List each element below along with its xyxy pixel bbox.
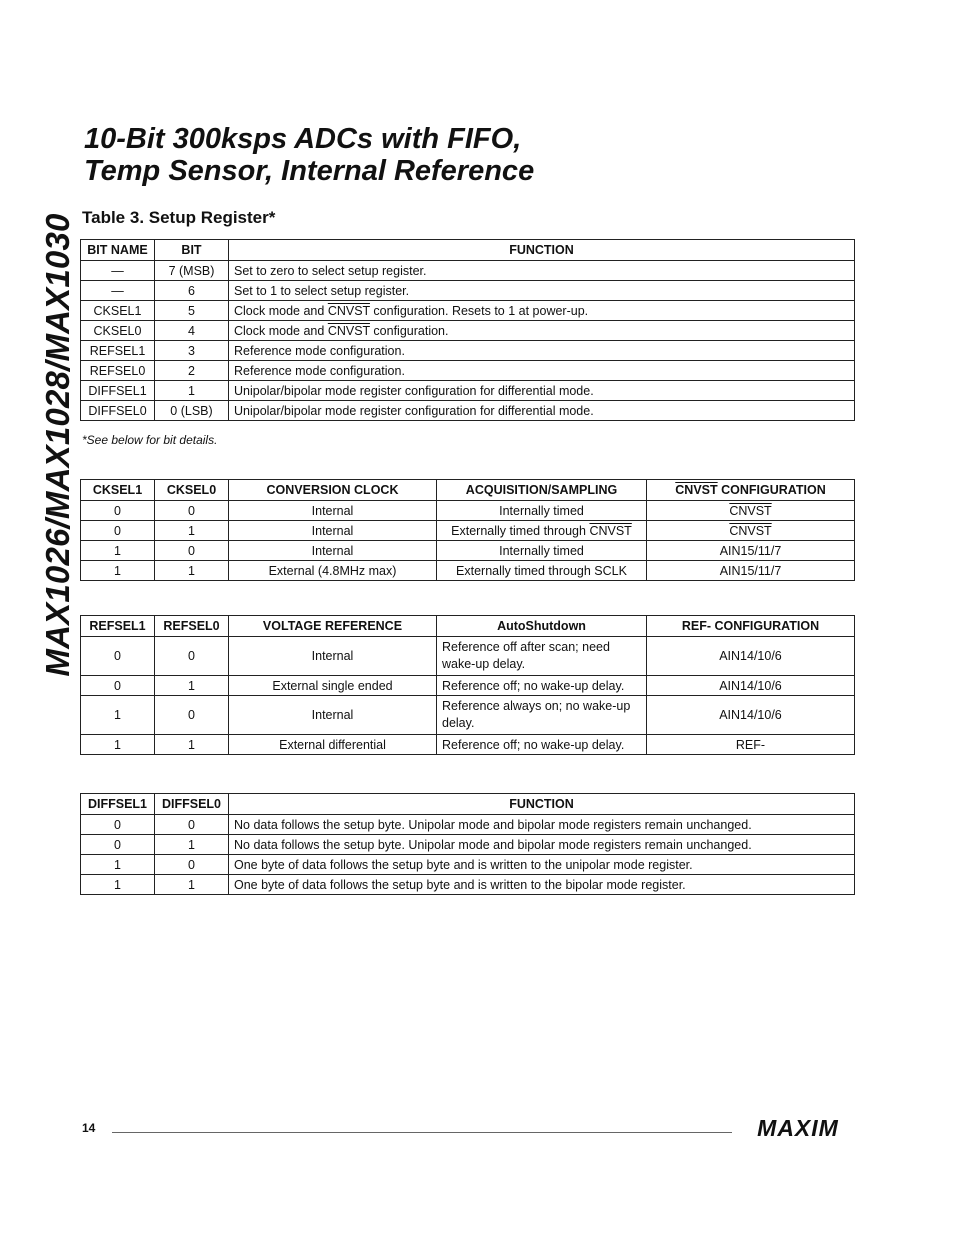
function-cell — [229, 381, 855, 401]
bit-cell: 7 (MSB) — [155, 261, 229, 281]
table-header-row — [81, 240, 855, 261]
diffsel1-cell: 1 — [81, 875, 155, 895]
bit-cell: 3 — [155, 341, 229, 361]
clock-mode-table — [80, 479, 855, 581]
cksel1-cell: 0 — [81, 521, 155, 541]
diffsel1-cell: 1 — [81, 855, 155, 875]
column-header: REF- CONFIGURATION — [647, 616, 855, 637]
refsel0-cell: 0 — [155, 696, 229, 735]
function-cell — [229, 261, 855, 281]
autoshutdown-cell: Reference off; no wake-up delay. — [437, 676, 647, 696]
function-text: configuration. — [369, 323, 449, 338]
cksel0-cell: 0 — [155, 501, 229, 521]
bit-cell: 0 (LSB) — [155, 401, 229, 421]
cksel1-cell: 1 — [81, 541, 155, 561]
bit-name-cell: REFSEL0 — [81, 361, 155, 381]
refsel0-cell: 1 — [155, 676, 229, 696]
document-title-line-2: Temp Sensor, Internal Reference — [84, 155, 535, 187]
bit-name-cell: DIFFSEL1 — [81, 381, 155, 401]
autoshutdown-cell: Reference off; no wake-up delay. — [437, 735, 647, 755]
diffsel0-cell: 1 — [155, 875, 229, 895]
column-header: FUNCTION — [229, 794, 855, 815]
column-header — [647, 480, 855, 501]
table-row — [81, 835, 855, 855]
cnvst-configuration-cell — [647, 501, 855, 521]
table-row — [81, 676, 855, 696]
autoshutdown-cell: Reference off after scan; need wake-up delay. — [437, 637, 647, 676]
voltage-reference-cell: Internal — [229, 696, 437, 735]
column-header: AutoShutdown — [437, 616, 647, 637]
function-text: Set to 1 to select setup register. — [234, 283, 410, 298]
bit-name-cell: REFSEL1 — [81, 341, 155, 361]
cnvst-configuration-cell — [647, 521, 855, 541]
function-cell: No data follows the setup byte. Unipolar mode and bipolar mode registers remain unchanged. — [229, 835, 855, 855]
bit-name-cell: — — [81, 281, 155, 301]
document-title — [84, 123, 534, 187]
cnvst-overline-label: CNVST — [675, 483, 718, 497]
refsel1-cell: 1 — [81, 696, 155, 735]
function-cell — [229, 341, 855, 361]
function-text: Unipolar/bipolar mode register configuration for differential mode. — [234, 403, 594, 418]
column-header: BIT — [155, 240, 229, 261]
table-row — [81, 815, 855, 835]
column-header: BIT NAME — [81, 240, 155, 261]
diffsel0-cell: 0 — [155, 815, 229, 835]
cksel0-cell: 1 — [155, 561, 229, 581]
cnvst-overline-label: CNVST — [589, 523, 632, 538]
table-row — [81, 637, 855, 676]
acquisition-cell — [437, 521, 647, 541]
refsel1-cell: 1 — [81, 735, 155, 755]
bit-cell: 5 — [155, 301, 229, 321]
bit-name-cell: DIFFSEL0 — [81, 401, 155, 421]
table-row — [81, 521, 855, 541]
refsel1-cell: 0 — [81, 637, 155, 676]
column-header: REFSEL1 — [81, 616, 155, 637]
function-cell: One byte of data follows the setup byte and is written to the unipolar mode register. — [229, 855, 855, 875]
table-header-row — [81, 480, 855, 501]
ref-configuration-cell: AIN14/10/6 — [647, 637, 855, 676]
table-row — [81, 696, 855, 735]
bit-cell: 6 — [155, 281, 229, 301]
bit-name-cell: CKSEL1 — [81, 301, 155, 321]
column-header: REFSEL0 — [155, 616, 229, 637]
cnvst-overline-label: CNVST — [327, 323, 370, 338]
column-header: FUNCTION — [229, 240, 855, 261]
function-text: Clock mode and — [234, 303, 328, 318]
bit-cell: 1 — [155, 381, 229, 401]
ref-configuration-cell: REF- — [647, 735, 855, 755]
acquisition-text: Internally timed — [499, 543, 584, 558]
column-header: DIFFSEL1 — [81, 794, 155, 815]
footer-rule — [112, 1132, 732, 1133]
document-title-line-1: 10-Bit 300ksps ADCs with FIFO, — [84, 123, 522, 155]
column-header: DIFFSEL0 — [155, 794, 229, 815]
cksel1-cell: 0 — [81, 501, 155, 521]
function-cell — [229, 321, 855, 341]
acquisition-cell — [437, 541, 647, 561]
table-row — [81, 381, 855, 401]
acquisition-text: Internally timed — [499, 503, 584, 518]
table-row — [81, 281, 855, 301]
table-row — [81, 261, 855, 281]
table-row — [81, 875, 855, 895]
conversion-clock-cell: Internal — [229, 541, 437, 561]
diffsel1-cell: 0 — [81, 815, 155, 835]
refsel1-cell: 0 — [81, 676, 155, 696]
configuration-text: AIN15/11/7 — [719, 563, 782, 578]
table-footnote: *See below for bit details. — [82, 433, 218, 447]
column-header: ACQUISITION/SAMPLING — [437, 480, 647, 501]
diffsel0-cell: 0 — [155, 855, 229, 875]
voltage-reference-cell: External differential — [229, 735, 437, 755]
table-row — [81, 501, 855, 521]
autoshutdown-cell: Reference always on; no wake-up delay. — [437, 696, 647, 735]
differential-mode-table — [80, 793, 855, 895]
table-header-row — [81, 794, 855, 815]
diffsel0-cell: 1 — [155, 835, 229, 855]
table-caption: Table 3. Setup Register* — [82, 208, 276, 227]
column-header: CONVERSION CLOCK — [229, 480, 437, 501]
function-cell: One byte of data follows the setup byte and is written to the bipolar mode register. — [229, 875, 855, 895]
cksel0-cell: 0 — [155, 541, 229, 561]
configuration-text: AIN15/11/7 — [719, 543, 782, 558]
table-row — [81, 361, 855, 381]
function-cell — [229, 301, 855, 321]
refsel0-cell: 0 — [155, 637, 229, 676]
acquisition-cell — [437, 501, 647, 521]
cnvst-overline-label: CNVST — [729, 503, 772, 518]
ref-configuration-cell: AIN14/10/6 — [647, 676, 855, 696]
setup-register-table — [80, 239, 855, 421]
table-row — [81, 341, 855, 361]
table-row — [81, 541, 855, 561]
cksel1-cell: 1 — [81, 561, 155, 581]
function-text: Clock mode and — [234, 323, 328, 338]
column-header-suffix: CONFIGURATION — [717, 483, 826, 497]
conversion-clock-cell: Internal — [229, 521, 437, 541]
reference-mode-table — [80, 615, 855, 755]
cnvst-configuration-cell — [647, 561, 855, 581]
refsel0-cell: 1 — [155, 735, 229, 755]
function-text: Reference mode configuration. — [234, 363, 405, 378]
column-header: CKSEL1 — [81, 480, 155, 501]
function-cell — [229, 401, 855, 421]
cnvst-overline-label: CNVST — [327, 303, 370, 318]
cksel0-cell: 1 — [155, 521, 229, 541]
acquisition-cell — [437, 561, 647, 581]
column-header: CKSEL0 — [155, 480, 229, 501]
table-row — [81, 855, 855, 875]
function-text: Reference mode configuration. — [234, 343, 405, 358]
function-text: configuration. Resets to 1 at power-up. — [369, 303, 589, 318]
function-text: Unipolar/bipolar mode register configuration for differential mode. — [234, 383, 594, 398]
bit-name-cell: CKSEL0 — [81, 321, 155, 341]
acquisition-text: Externally timed through SCLK — [456, 563, 627, 578]
conversion-clock-cell: Internal — [229, 501, 437, 521]
voltage-reference-cell: Internal — [229, 637, 437, 676]
table-row — [81, 301, 855, 321]
table-row — [81, 561, 855, 581]
acquisition-text: Externally timed through — [451, 523, 590, 538]
bit-cell: 2 — [155, 361, 229, 381]
page-number: 14 — [82, 1121, 96, 1135]
table-header-row — [81, 616, 855, 637]
ref-configuration-cell: AIN14/10/6 — [647, 696, 855, 735]
function-cell — [229, 281, 855, 301]
function-text: Set to zero to select setup register. — [234, 263, 427, 278]
diffsel1-cell: 0 — [81, 835, 155, 855]
maxim-logo-text: MAXIM — [757, 1115, 839, 1141]
table-row — [81, 321, 855, 341]
column-header: VOLTAGE REFERENCE — [229, 616, 437, 637]
cnvst-overline-label: CNVST — [729, 523, 772, 538]
cnvst-configuration-cell — [647, 541, 855, 561]
table-row — [81, 401, 855, 421]
function-cell: No data follows the setup byte. Unipolar mode and bipolar mode registers remain unchanged. — [229, 815, 855, 835]
table-row — [81, 735, 855, 755]
conversion-clock-cell: External (4.8MHz max) — [229, 561, 437, 581]
bit-cell: 4 — [155, 321, 229, 341]
side-part-number-title: MAX1026/MAX1028/MAX1030 — [39, 213, 76, 677]
maxim-logo — [742, 1113, 854, 1143]
bit-name-cell: — — [81, 261, 155, 281]
voltage-reference-cell: External single ended — [229, 676, 437, 696]
function-cell — [229, 361, 855, 381]
